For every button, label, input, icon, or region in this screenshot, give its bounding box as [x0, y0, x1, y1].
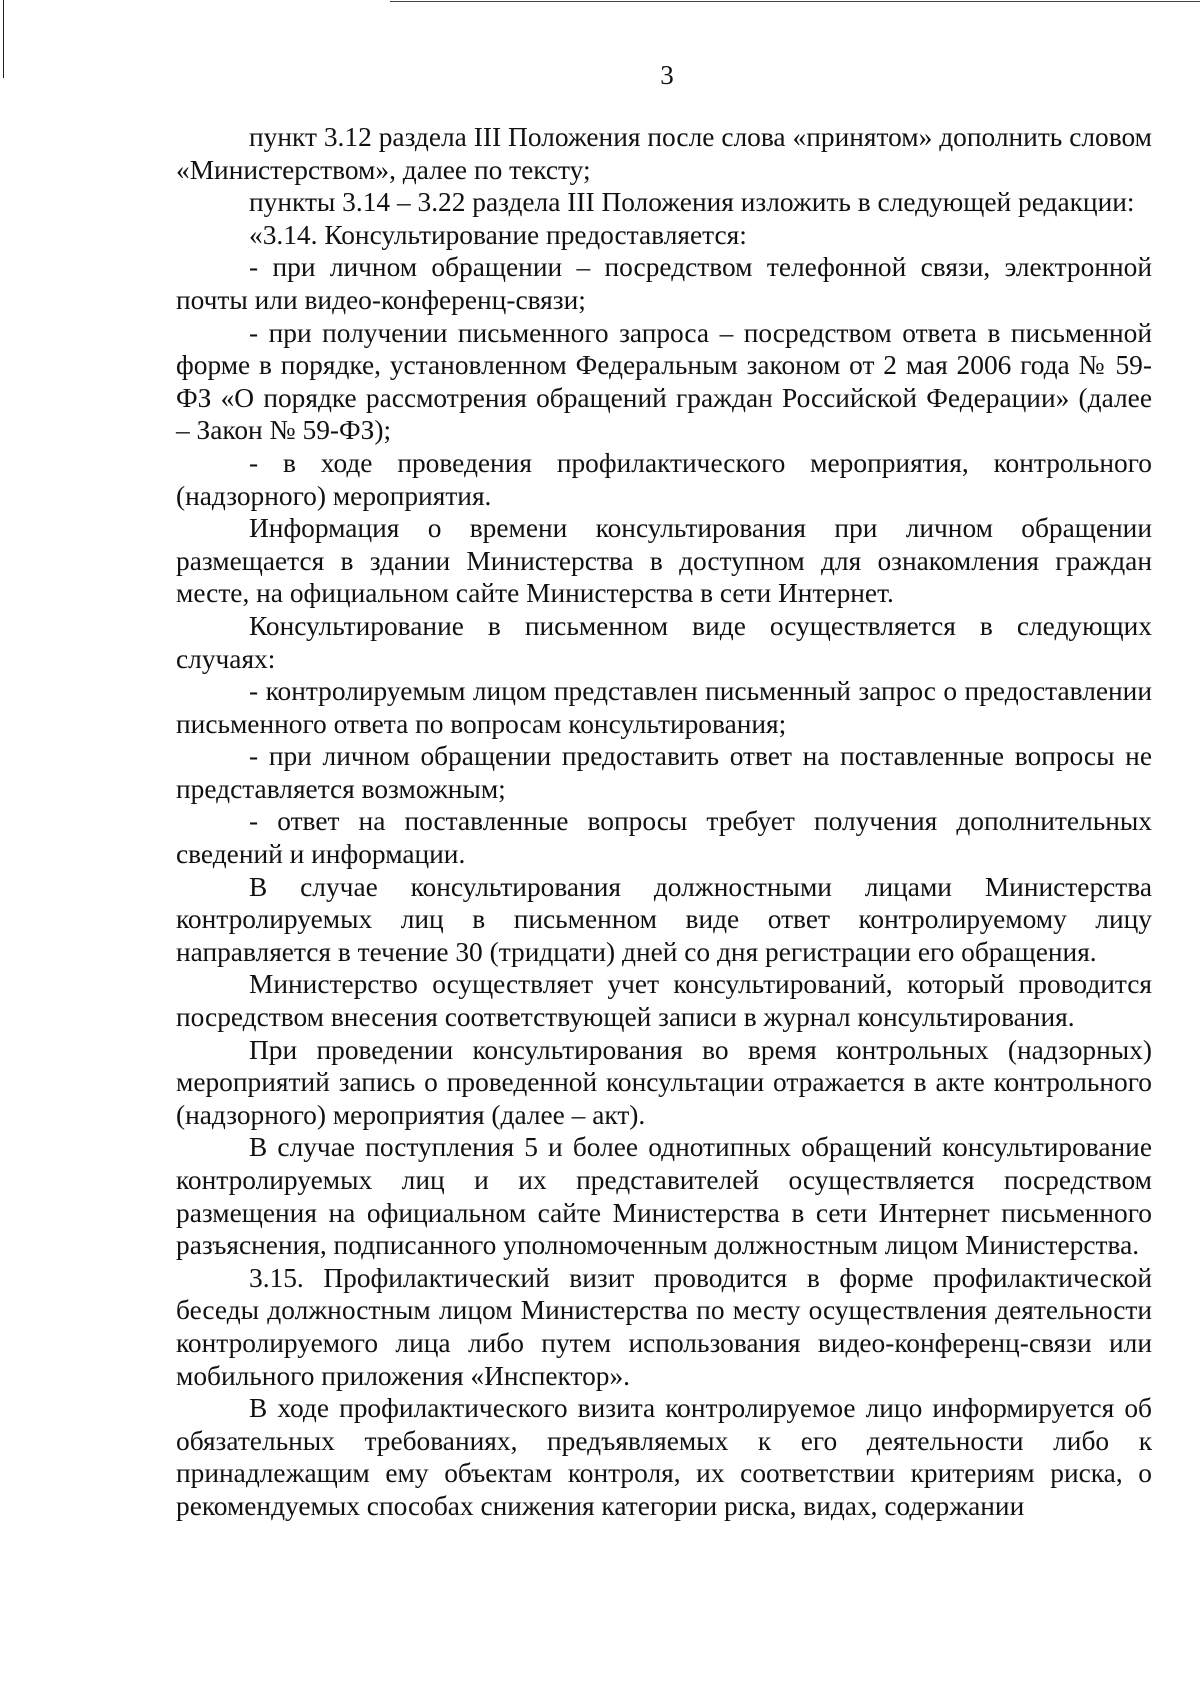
paragraph-9: - контролируемым лицом представлен письменный запрос о предоставлении письменного ответа по вопросам консультирования;: [176, 676, 1152, 739]
scan-edge-left: [3, 0, 4, 78]
scan-edge-top: [390, 1, 1200, 2]
paragraph-7: Информация о времени консультирования при личном обращении размещается в здании Министерства в доступном для ознакомления граждан месте, на официальном сайте Министерства в сети Интернет.: [176, 513, 1152, 609]
paragraph-16: 3.15. Профилактический визит проводится в форме профилактической беседы должностным лицом Министерства по месту осуществления деятельности контролируемого лица либо путем использования видео-конференц-связи или мобильного приложения «Инспектор».: [176, 1262, 1152, 1391]
paragraph-12: В случае консультирования должностными лицами Министерства контролируемых лиц в письменном виде ответ контролируемому лицу направляется в течение 30 (тридцати) дней со дня регистрации его обращения.: [176, 871, 1152, 967]
paragraph-14: При проведении консультирования во время контрольных (надзорных) мероприятий запись о проведенной консультации отражается в акте контрольного (надзорного) мероприятия (далее – акт).: [176, 1034, 1152, 1130]
paragraph-10: - при личном обращении предоставить ответ на поставленные вопросы не представляется возможным;: [176, 741, 1152, 804]
paragraph-11: - ответ на поставленные вопросы требует получения дополнительных сведений и информации.: [176, 806, 1152, 870]
paragraph-17: В ходе профилактического визита контролируемое лицо информируется об обязательных требованиях, предъявляемых к его деятельности либо к принадлежащим ему объектам контроля, их соответствии критериям риска, о рекомендуемых способах снижения категории риска, видах, содержании: [176, 1393, 1152, 1521]
paragraph-6: - в ходе проведения профилактического мероприятия, контрольного (надзорного) мероприятия.: [176, 447, 1152, 511]
page-number: 3: [660, 60, 674, 90]
paragraph-2: пункты 3.14 – 3.22 раздела III Положения изложить в следующей редакции:: [249, 187, 1135, 218]
paragraph-4: - при личном обращении – посредством телефонной связи, электронной почты или видео-конференц-связи;: [176, 252, 1152, 315]
paragraph-5: - при получении письменного запроса – посредством ответа в письменной форме в порядке, установленном Федеральным законом от 2 мая 2006 года № 59-ФЗ «О порядке рассмотрения обращений граждан Российской Федерации» (далее – Закон № 59-ФЗ);: [176, 317, 1152, 446]
paragraph-13: Министерство осуществляет учет консультирований, который проводится посредством внесения соответствующей записи в журнал консультирования.: [176, 969, 1152, 1033]
document-page: [176, 58, 1152, 1523]
paragraph-8: Консультирование в письменном виде осуществляется в следующих случаях:: [176, 610, 1152, 674]
paragraph-15: В случае поступления 5 и более однотипных обращений консультирование контролируемых лиц и их представителей осуществляется посредством размещения на официальном сайте Министерства в сети Интернет письменного разъяснения, подписанного уполномоченным должностным лицом Министерства.: [176, 1132, 1152, 1261]
paragraph-1: пункт 3.12 раздела III Положения после слова «принятом» дополнить словом «Министерством», далее по тексту;: [176, 122, 1152, 185]
paragraph-3: «3.14. Консультирование предоставляется:: [249, 219, 747, 250]
